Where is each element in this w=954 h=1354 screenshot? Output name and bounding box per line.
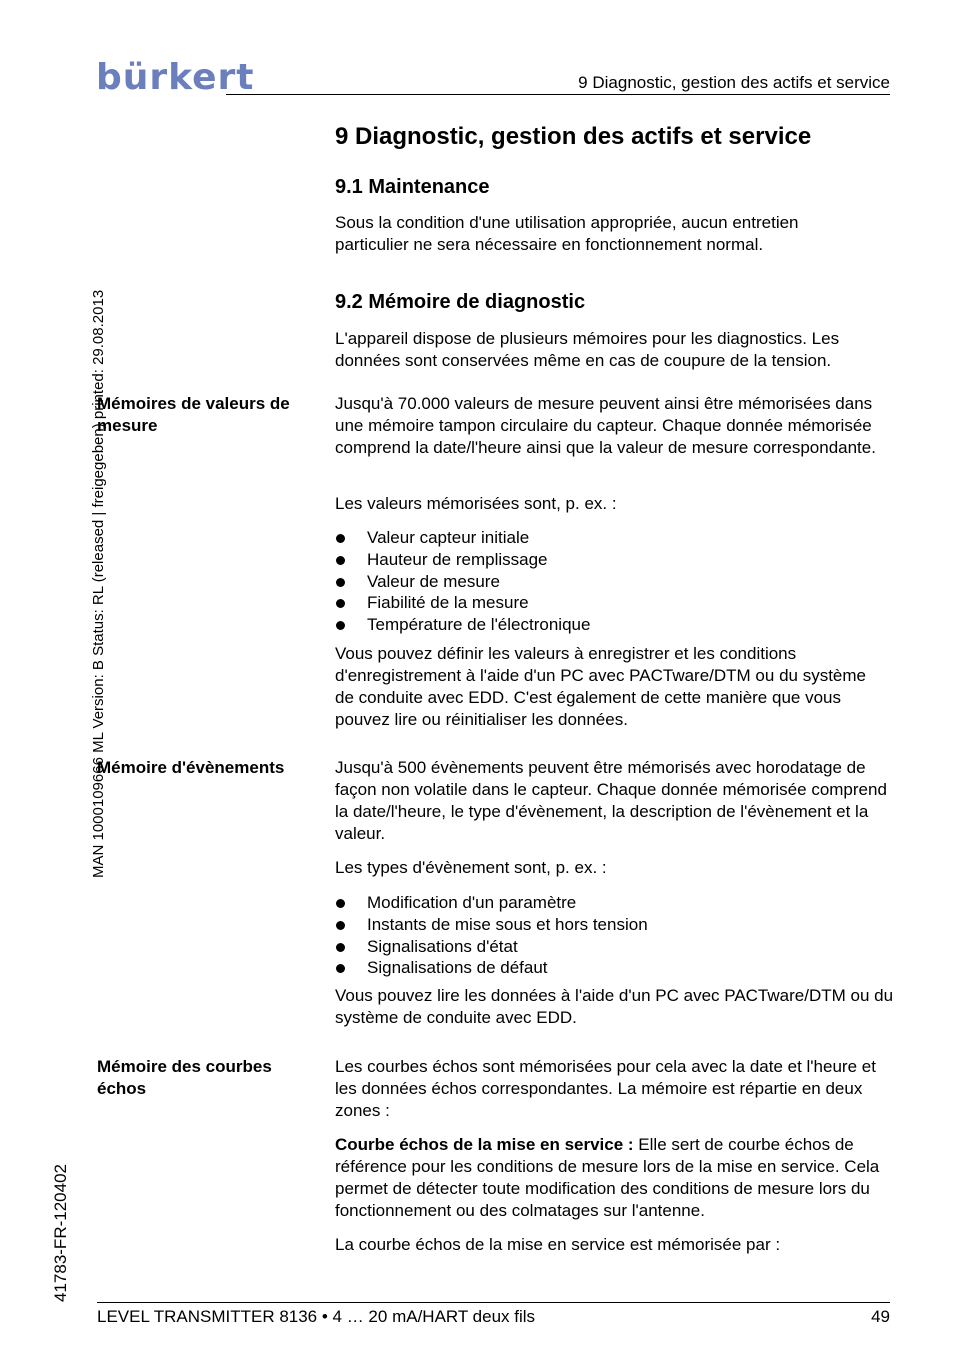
section-title-diagnostic-memory: 9.2 Mémoire de diagnostic [335, 291, 586, 313]
list-item: Température de l'électronique [335, 614, 590, 636]
diagnostic-intro: L'appareil dispose de plusieurs mémoires pour les diagnostics. Les données sont conservées même en cas de coupure de la tension. [335, 329, 840, 370]
maintenance-text: Sous la condition d'une utilisation appropriée, aucun entretien particulier ne sera nécessaire en fonctionnement normal. [335, 213, 799, 254]
burkert-logo: bürkert [96, 57, 255, 98]
commissioning-echo-curve-paragraph [335, 1134, 895, 1222]
bullet-icon [336, 921, 345, 930]
footer-rule [97, 1302, 890, 1303]
list-item: Instants de mise sous et hors tension [335, 914, 648, 936]
bullet-icon [336, 578, 345, 587]
bullet-icon [336, 621, 345, 630]
event-memory-outro: Vous pouvez lire les données à l'aide d'un PC avec PACTware/DTM ou du système de conduite avec EDD. [335, 986, 894, 1027]
measurement-memory-outro: Vous pouvez définir les valeurs à enregistrer et les conditions d'enregistrement à l'aide d'un PC avec PACTware/DTM ou du système de conduite avec EDD. C'est également de cette manière que vous pouvez lire ou réinitialiser les données. [335, 644, 866, 729]
list-item: Signalisations de défaut [335, 957, 648, 979]
measurement-memory-text: Jusqu'à 70.000 valeurs de mesure peuvent ainsi être mémorisées dans une mémoire tampon circulaire du capteur. Chaque donnée mémorisée comprend la date/l'heure ainsi que la valeur de mesure correspondante. [335, 394, 876, 457]
event-types-list [335, 892, 648, 979]
label-measurement-memory: Mémoires de valeurs de mesure [97, 394, 290, 435]
section-title-maintenance: 9.1 Maintenance [335, 176, 490, 198]
vertical-document-info: MAN 1000109666 ML Version: B Status: RL (released | freigegeben) printed: 29.08.2013 [90, 289, 107, 878]
bullet-icon [336, 556, 345, 565]
commissioning-echo-curve-text: Elle sert de courbe échos de référence pour les conditions de mesure lors de la mise en service. Cela permet de détecter toute modification des conditions de mesure lors du fonctionnement ou des colmatages sur l'antenne. [335, 1135, 880, 1220]
footer-product-name: LEVEL TRANSMITTER 8136 • 4 … 20 mA/HART deux fils [97, 1307, 536, 1326]
measurement-list-intro: Les valeurs mémorisées sont, p. ex. : [335, 494, 617, 513]
running-header: 9 Diagnostic, gestion des actifs et service [578, 73, 890, 92]
list-item: Modification d'un paramètre [335, 892, 648, 914]
echo-curve-memory-text: Les courbes échos sont mémorisées pour cela avec la date et l'heure et les données échos correspondantes. La mémoire est répartie en deux zones : [335, 1057, 876, 1120]
chapter-title: 9 Diagnostic, gestion des actifs et service [335, 123, 812, 150]
commissioning-echo-curve-lead: Courbe échos de la mise en service : [335, 1135, 634, 1154]
list-item: Valeur de mesure [335, 571, 590, 593]
bullet-icon [336, 964, 345, 973]
bullet-icon [336, 599, 345, 608]
bullet-icon [336, 899, 345, 908]
bullet-icon [336, 943, 345, 952]
measurement-values-list [335, 527, 590, 636]
bullet-icon [336, 534, 345, 543]
event-list-intro: Les types d'évènement sont, p. ex. : [335, 858, 607, 877]
echo-curve-last-line: La courbe échos de la mise en service est mémorisée par : [335, 1235, 781, 1254]
page-number: 49 [871, 1307, 890, 1326]
header-rule [226, 94, 890, 95]
list-item: Hauteur de remplissage [335, 549, 590, 571]
event-memory-text: Jusqu'à 500 évènements peuvent être mémorisés avec horodatage de façon non volatile dans le capteur. Chaque donnée mémorisée comprend la date/l'heure, le type d'évènement, la description de l'évènement et la valeur. [335, 758, 887, 843]
list-item: Signalisations d'état [335, 936, 648, 958]
label-echo-curve-memory: Mémoire des courbes échos [97, 1057, 272, 1098]
label-event-memory: Mémoire d'évènements [97, 758, 285, 777]
list-item: Valeur capteur initiale [335, 527, 590, 549]
list-item: Fiabilité de la mesure [335, 592, 590, 614]
vertical-document-code: 41783-FR-120402 [51, 1164, 70, 1302]
